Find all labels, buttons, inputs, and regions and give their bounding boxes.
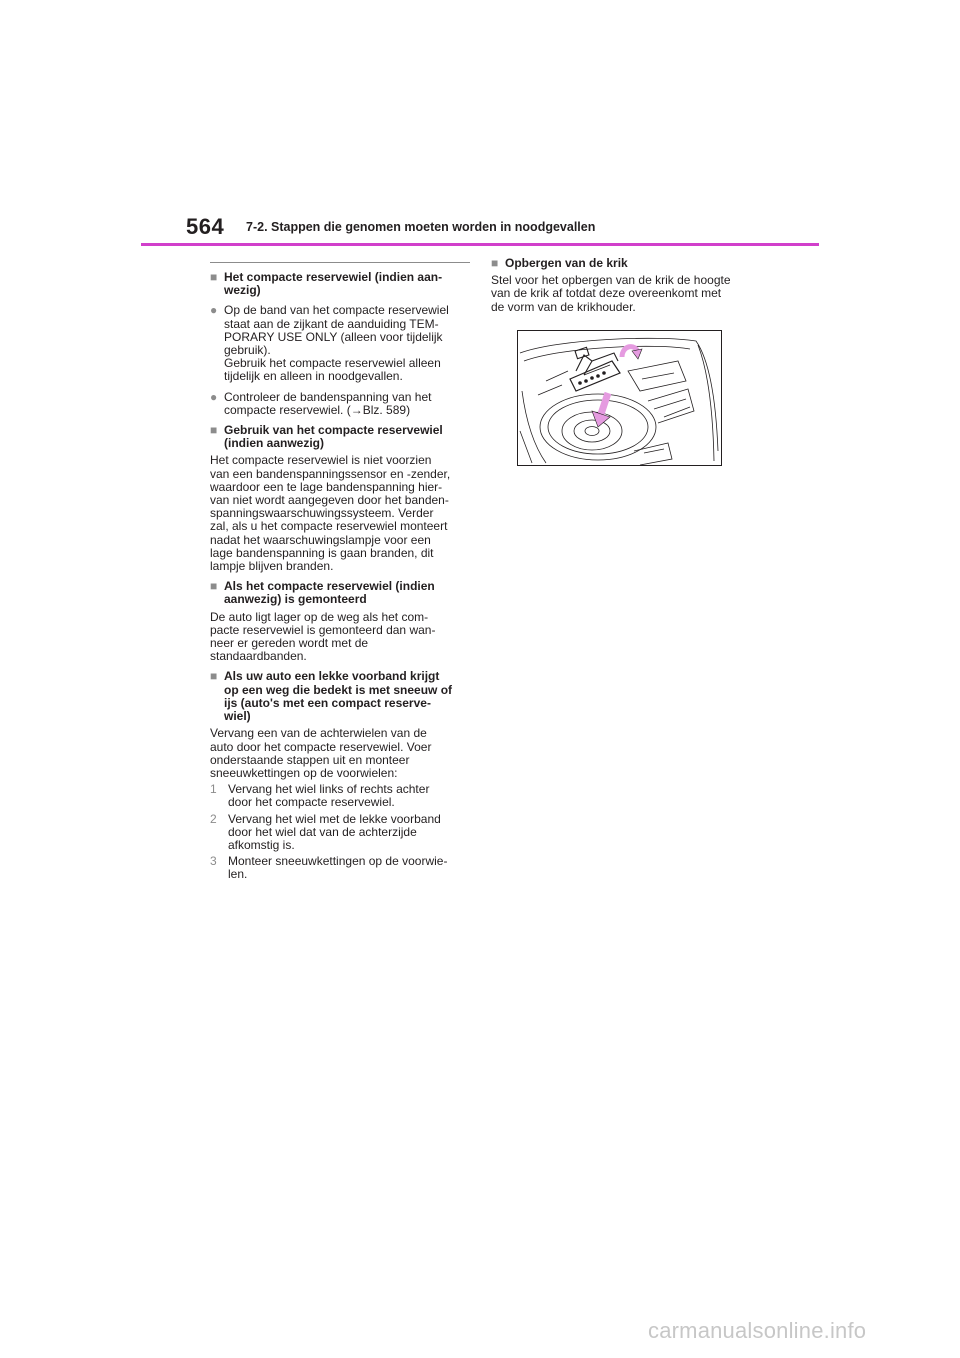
square-bullet-icon: ■: [491, 256, 499, 270]
round-bullet-icon: ●: [210, 389, 218, 404]
jack-storage-heading-row: [491, 257, 756, 270]
step-item: [210, 783, 470, 809]
jack-storage-illustration: [517, 330, 722, 466]
mounted-heading: Als het compacte reservewiel (indien aanwezig) is gemonteerd: [224, 579, 435, 607]
compact-spare-section: [210, 271, 470, 297]
jack-storage-heading: Opbergen van de krik: [505, 256, 628, 270]
usage-section: [210, 424, 470, 573]
round-bullet-icon: ●: [210, 303, 218, 318]
mounted-section: [210, 580, 470, 663]
page-number: 564: [186, 214, 225, 239]
mounted-heading-row: [210, 580, 470, 606]
mounted-text: De auto ligt lager op de weg als het com- pacte reservewiel is gemonteerd dan wan- neer er gereden wordt met de standaardbanden.: [210, 609, 436, 664]
step-number: 1: [210, 782, 217, 797]
left-column: [210, 262, 470, 889]
square-bullet-icon: ■: [210, 270, 218, 284]
square-bullet-icon: ■: [210, 579, 218, 594]
snow-text: Vervang een van de achterwielen van de auto door het compacte reservewiel. Voer onderstaande stappen uit en monteer sneeuwkettingen op de voorwielen:: [210, 726, 432, 780]
step-text: Vervang het wiel met de lekke voorband door het wiel dat van de achterzijde afkomstig is.: [228, 811, 441, 852]
step-number: 3: [210, 854, 217, 869]
snow-heading-row: [210, 670, 470, 723]
bullet-item: [210, 304, 470, 383]
square-bullet-icon: ■: [210, 669, 218, 684]
usage-heading: Gebruik van het compacte reservewiel (indien aanwezig): [224, 423, 443, 451]
snow-heading: Als uw auto een lekke voorband krijgt op een weg die bedekt is met sneeuw of ijs (auto's met een compact reserve- wiel): [224, 669, 453, 724]
usage-heading-row: [210, 424, 470, 450]
jack-storage-text: Stel voor het opbergen van de krik de hoogte van de krik af totdat deze overeenkomt met de vorm van de krikhouder.: [491, 273, 731, 314]
compact-spare-heading-row: [210, 271, 470, 297]
right-column: [491, 257, 756, 314]
step-item: [210, 855, 470, 881]
trunk-jack-drawing: [518, 331, 721, 465]
step-item: [210, 813, 470, 853]
section-title: 7-2. Stappen die genomen moeten worden in noodgevallen: [246, 220, 596, 234]
snow-section: [210, 670, 470, 881]
step-text: Monteer sneeuwkettingen op de voorwie- len.: [228, 854, 448, 882]
usage-text: Het compacte reservewiel is niet voorzien van een bandenspanningssensor en -zender, waardoor een te lage bandenspanning hier- van niet wordt aangegeven door het banden- spanningswaarschuwingssysteem. Verder zal, als u het compacte reservewiel monteert nadat het waarschuwingslampje voor een lage bandenspanning is gaan branden, dit lampje blijven branden.: [210, 453, 451, 574]
bullet-text: Op de band van het compacte reservewiel staat aan de zijkant de aanduiding TEM- PORARY USE ONLY (alleen voor tijdelijk gebruik). Gebruik het compacte reservewiel alleen tijdelijk en alleen in noodgevallen.: [224, 303, 449, 384]
square-bullet-icon: ■: [210, 423, 218, 438]
bullet-item: [210, 391, 470, 417]
step-number: 2: [210, 811, 217, 826]
compact-spare-heading: Het compacte reservewiel (indien aan- wezig): [224, 270, 443, 298]
bullet-text: Controleer de bandenspanning van het compacte reservewiel. (→Blz. 589): [224, 389, 432, 417]
step-text: Vervang het wiel links of rechts achter door het compacte reservewiel.: [228, 782, 430, 810]
column-divider: [210, 262, 470, 263]
header-rule: [141, 243, 819, 246]
watermark: carmanualsonline.info: [648, 1318, 867, 1343]
